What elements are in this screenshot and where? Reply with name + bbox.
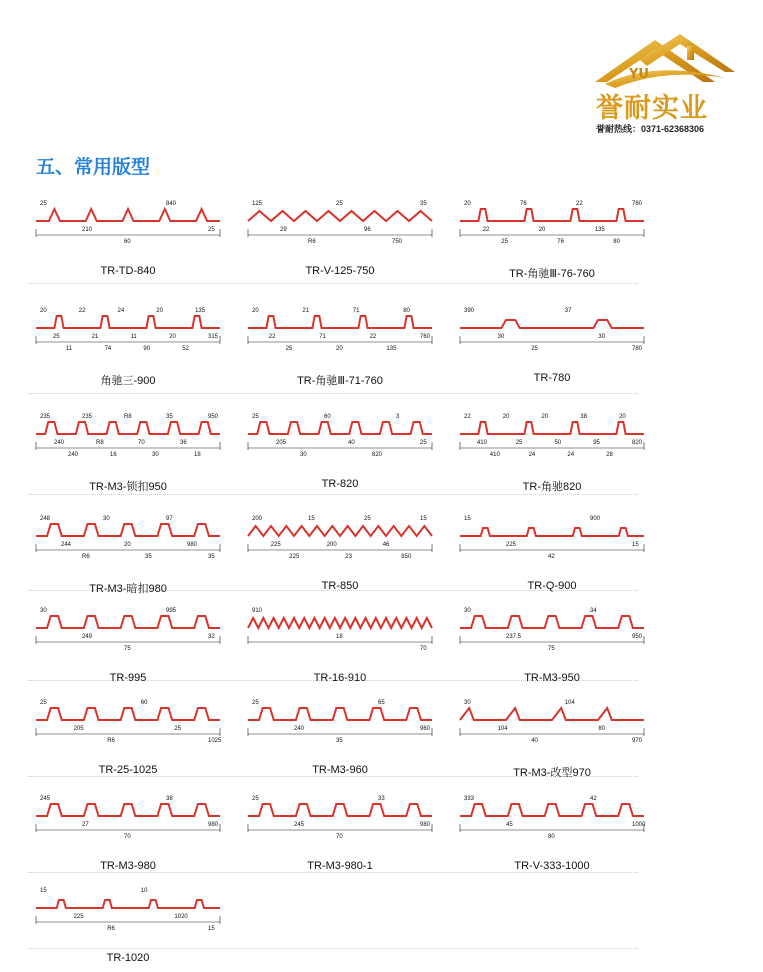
profile-outline <box>460 422 644 434</box>
dimension-line <box>36 636 220 644</box>
profile-drawing <box>452 694 652 764</box>
dimension-label: 15 <box>208 926 215 932</box>
profile-outline <box>36 422 220 434</box>
profile-panel <box>452 195 652 285</box>
profile-name: TR-M3-960 <box>312 764 368 776</box>
dimension-label: 42 <box>590 796 597 802</box>
dimension-label: 3 <box>396 414 400 420</box>
dimension-line <box>460 824 644 832</box>
dimension-label: 225 <box>506 542 517 548</box>
profile-name: TR-M3-锁扣950 <box>89 481 167 493</box>
dimension-label: 950 <box>208 414 219 420</box>
profile-panel <box>28 510 228 600</box>
dimension-label: 25 <box>531 346 538 352</box>
profile-outline <box>248 316 432 328</box>
profile-drawing <box>452 408 652 478</box>
dimension-label: 235 <box>82 414 93 420</box>
dimension-label: 22 <box>576 201 583 207</box>
dimension-label: 35 <box>420 201 427 207</box>
profile-panel <box>240 602 440 692</box>
dimension-label: 410 <box>489 452 500 458</box>
dimension-label: 30 <box>103 516 110 522</box>
dimension-label: 25 <box>515 440 523 446</box>
dimension-label: 225 <box>289 554 300 560</box>
dimension-label: 760 <box>632 201 643 207</box>
dimension-label: 750 <box>392 239 403 245</box>
profile-name: TR-角驰Ⅲ-76-760 <box>509 268 595 280</box>
dimension-label: 50 <box>554 440 562 446</box>
profile-outline <box>36 316 220 328</box>
dimension-label: 980 <box>208 822 219 828</box>
dimension-label: 38 <box>580 414 587 420</box>
dimension-label: 25 <box>174 726 182 732</box>
dimension-label: 20 <box>619 414 626 420</box>
dimension-label: 71 <box>352 308 360 314</box>
dimension-label: 52 <box>182 346 189 352</box>
dimension-line <box>248 336 432 344</box>
dimension-line <box>248 728 432 736</box>
dimension-label: 225 <box>73 914 84 920</box>
profile-drawing <box>452 510 652 580</box>
profile-outline <box>248 618 432 628</box>
profile-drawing <box>240 302 440 372</box>
profile-outline <box>36 900 220 908</box>
dimension-label: 245 <box>294 822 305 828</box>
dimension-label: 249 <box>82 634 93 640</box>
dimension-label: 24 <box>528 452 536 458</box>
dimension-label: 240 <box>68 452 79 458</box>
dimension-label: 20 <box>40 308 47 314</box>
dimension-label: 22 <box>369 334 377 340</box>
profile-name: 角驰三-900 <box>100 375 156 387</box>
profile-name: TR-25-1025 <box>98 764 158 776</box>
dimension-label: 30 <box>598 334 606 340</box>
profile-name: TR-M3-980-1 <box>307 860 373 872</box>
dimension-label: 20 <box>252 308 259 314</box>
dimension-label: 30 <box>300 452 307 458</box>
profile-outline <box>248 526 432 536</box>
dimension-label: 80 <box>403 308 410 314</box>
dimension-label: 70 <box>336 834 343 840</box>
profile-name: TR-M3-980 <box>100 860 156 872</box>
dimension-label: 210 <box>82 227 93 233</box>
profile-panel <box>452 302 652 392</box>
dimension-label: 22 <box>464 414 471 420</box>
dimension-label: 30 <box>497 334 505 340</box>
dimension-label: 74 <box>104 346 112 352</box>
dimension-label: 80 <box>548 834 555 840</box>
dimension-label: 18 <box>194 452 201 458</box>
profile-name: TR-780 <box>533 372 571 384</box>
dimension-label: 25 <box>208 227 215 233</box>
dimension-label: 20 <box>124 542 131 548</box>
dimension-label: 27 <box>82 822 89 828</box>
profile-name: TR-Q-900 <box>527 580 577 592</box>
profile-name: TR-TD-840 <box>100 265 156 277</box>
dimension-label: 90 <box>143 346 151 352</box>
dimension-label: 205 <box>73 726 84 732</box>
profile-outline <box>36 209 220 221</box>
dimension-label: 980 <box>187 542 198 548</box>
dimension-label: 135 <box>386 346 397 352</box>
dimension-label: 30 <box>464 608 471 614</box>
dimension-label: 1025 <box>208 738 222 744</box>
dimension-label: 40 <box>531 738 538 744</box>
dimension-label: 20 <box>541 414 549 420</box>
dimension-label: 75 <box>124 646 131 652</box>
dimension-label: 42 <box>548 554 555 560</box>
profile-drawing <box>452 195 652 265</box>
dimension-label: 25 <box>40 700 47 706</box>
dimension-label: 75 <box>548 646 555 652</box>
dimension-label: 95 <box>593 440 600 446</box>
profile-name: TR-V-125-750 <box>305 265 375 277</box>
profile-drawing <box>28 510 228 580</box>
dimension-label: 25 <box>501 239 508 245</box>
dimension-label: R6 <box>107 926 115 932</box>
dimension-label: 46 <box>382 542 390 548</box>
dimension-label: 850 <box>401 554 412 560</box>
dimension-label: 38 <box>166 796 173 802</box>
dimension-label: 18 <box>336 634 343 640</box>
section-title: 五、常用版型 <box>36 156 151 178</box>
profile-name: TR-角驰820 <box>522 481 582 493</box>
dimension-label: 237.5 <box>506 634 522 640</box>
profile-name: TR-M3-暗扣980 <box>89 583 167 595</box>
dimension-label: 33 <box>378 796 385 802</box>
profile-drawing <box>240 408 440 478</box>
profile-outline <box>248 708 432 720</box>
brand-name: 誉耐实业 <box>596 93 708 124</box>
dimension-label: 30 <box>152 452 159 458</box>
profile-drawing <box>452 602 652 672</box>
profile-panel <box>28 408 228 498</box>
profile-name: TR-M3-950 <box>524 672 580 684</box>
profile-name: TR-16-910 <box>313 672 367 684</box>
dimension-label: 15 <box>420 516 427 522</box>
dimension-label: 30 <box>464 700 471 706</box>
dimension-label: 24 <box>117 308 125 314</box>
profile-drawing <box>28 195 228 265</box>
dimension-label: 910 <box>252 608 263 614</box>
dimension-label: 820 <box>372 452 383 458</box>
dimension-label: 20 <box>169 334 176 340</box>
dimension-label: R6 <box>308 239 316 245</box>
profile-outline <box>36 804 220 816</box>
profile-drawing <box>28 408 228 478</box>
dimension-label: 410 <box>476 440 487 446</box>
dimension-line <box>460 636 644 644</box>
profile-outline <box>36 616 220 628</box>
dimension-label: 22 <box>268 334 276 340</box>
profile-panel <box>240 694 440 784</box>
dimension-label: 25 <box>420 440 427 446</box>
dimension-label: 37 <box>564 308 572 314</box>
dimension-label: 35 <box>336 738 343 744</box>
dimension-label: 76 <box>520 201 527 207</box>
dimension-line <box>36 824 220 832</box>
dimension-label: 28 <box>606 452 613 458</box>
profile-name: TR-850 <box>321 580 359 592</box>
profile-panel <box>452 694 652 784</box>
profile-outline <box>248 211 432 221</box>
dimension-label: 35 <box>208 554 215 560</box>
dimension-label: 35 <box>166 414 173 420</box>
dimension-label: 135 <box>195 308 206 314</box>
dimension-label: 40 <box>348 440 355 446</box>
dimension-label: 22 <box>78 308 86 314</box>
dimension-label: 35 <box>145 554 152 560</box>
dimension-label: 225 <box>270 542 281 548</box>
dimension-label: R8 <box>124 414 132 420</box>
dimension-label: 24 <box>567 452 575 458</box>
profile-panel <box>452 602 652 692</box>
profile-drawing <box>452 790 652 860</box>
dimension-label: 34 <box>590 608 597 614</box>
dimension-label: 11 <box>130 334 137 340</box>
dimension-label: 25 <box>252 414 259 420</box>
dimension-label: 200 <box>252 516 263 522</box>
dimension-label: 205 <box>276 440 287 446</box>
dimension-label: 76 <box>557 239 564 245</box>
dimension-line <box>248 229 432 237</box>
row-divider <box>28 393 638 394</box>
profile-panel <box>28 882 228 972</box>
dimension-label: 970 <box>632 738 643 744</box>
dimension-label: 22 <box>482 227 490 233</box>
dimension-label: 97 <box>166 516 173 522</box>
dimension-line <box>248 824 432 832</box>
profile-panel <box>452 790 652 880</box>
profile-panel <box>28 694 228 784</box>
profile-drawing <box>240 694 440 764</box>
dimension-label: 60 <box>324 414 331 420</box>
dimension-label: 15 <box>632 542 639 548</box>
dimension-label: 60 <box>124 239 131 245</box>
dimension-label: 248 <box>40 516 51 522</box>
dimension-label: 80 <box>598 726 606 732</box>
dimension-label: 80 <box>613 239 620 245</box>
dimension-label: 240 <box>54 440 65 446</box>
dimension-label: 25 <box>364 516 371 522</box>
dimension-line <box>460 544 644 552</box>
profile-outline <box>460 616 644 628</box>
dimension-label: 960 <box>420 726 431 732</box>
dimension-label: 25 <box>252 700 259 706</box>
dimension-label: 390 <box>464 308 475 314</box>
profile-outline <box>460 708 644 720</box>
profile-drawing <box>240 790 440 860</box>
dimension-label: 1000 <box>632 822 646 828</box>
dimension-line <box>36 336 220 344</box>
dimension-label: R6 <box>107 738 115 744</box>
dimension-label: 25 <box>252 796 259 802</box>
profile-outline <box>460 804 644 816</box>
dimension-label: 900 <box>590 516 601 522</box>
dimension-label: 780 <box>632 346 643 352</box>
profile-panel <box>240 408 440 498</box>
dimension-label: 20 <box>538 227 546 233</box>
dimension-label: 20 <box>156 308 163 314</box>
hotline-text: 誉耐热线：0371-62368306 <box>596 124 705 134</box>
dimension-label: 21 <box>91 334 99 340</box>
dimension-label: 1020 <box>174 914 188 920</box>
profile-panel <box>452 510 652 600</box>
profile-outline <box>460 209 644 221</box>
dimension-label: 333 <box>464 796 475 802</box>
dimension-label: 25 <box>336 201 343 207</box>
profile-drawing <box>28 602 228 672</box>
dimension-label: 25 <box>52 334 60 340</box>
dimension-line <box>460 336 644 344</box>
profile-outline <box>460 320 644 328</box>
dimension-label: 96 <box>364 227 371 233</box>
profile-drawing <box>28 302 228 372</box>
profile-drawing <box>28 790 228 860</box>
profile-name: TR-1020 <box>106 952 150 964</box>
dimension-label: 45 <box>506 822 513 828</box>
profile-panel <box>240 510 440 600</box>
dimension-label: 21 <box>302 308 310 314</box>
dimension-label: 16 <box>110 452 117 458</box>
dimension-label: 950 <box>632 634 643 640</box>
profile-panel <box>28 195 228 285</box>
dimension-line <box>36 916 220 924</box>
dimension-label: R8 <box>96 440 104 446</box>
dimension-line <box>460 442 644 450</box>
profile-panel <box>452 408 652 498</box>
profile-panel <box>28 302 228 392</box>
dimension-label: 70 <box>420 646 427 652</box>
dimension-label: 235 <box>40 414 51 420</box>
dimension-label: 200 <box>326 542 337 548</box>
dimension-label: 70 <box>138 440 145 446</box>
dimension-line <box>36 728 220 736</box>
dimension-label: 820 <box>632 440 643 446</box>
dimension-label: 15 <box>308 516 315 522</box>
dimension-label: 65 <box>378 700 385 706</box>
profile-name: TR-820 <box>321 478 359 490</box>
dimension-line <box>36 229 220 237</box>
profile-outline <box>460 528 644 536</box>
profile-outline <box>36 708 220 720</box>
profile-outline <box>248 804 432 816</box>
dimension-label: 20 <box>502 414 510 420</box>
dimension-label: 315 <box>208 334 219 340</box>
profile-panel <box>28 602 228 692</box>
dimension-label: 20 <box>336 346 343 352</box>
dimension-label: 25 <box>40 201 47 207</box>
dimension-line <box>460 728 644 736</box>
profile-drawing <box>28 694 228 764</box>
dimension-label: 23 <box>345 554 352 560</box>
dimension-label: 20 <box>464 201 471 207</box>
dimension-label: 70 <box>124 834 131 840</box>
dimension-label: 980 <box>420 822 431 828</box>
profile-name: TR-V-333-1000 <box>514 860 590 872</box>
profile-name: TR-995 <box>109 672 147 684</box>
profile-drawing <box>240 510 440 580</box>
dimension-label: 104 <box>564 700 575 706</box>
profile-outline <box>36 524 220 536</box>
dimension-label: 15 <box>40 888 47 894</box>
dimension-label: 135 <box>594 227 605 233</box>
dimension-label: 36 <box>180 440 187 446</box>
dimension-label: 10 <box>140 888 148 894</box>
profile-drawing <box>240 602 440 672</box>
profile-panel <box>240 790 440 880</box>
dimension-label: 995 <box>166 608 177 614</box>
dimension-label: 29 <box>280 227 287 233</box>
profile-panel <box>240 195 440 285</box>
dimension-label: 240 <box>294 726 305 732</box>
dimension-label: 25 <box>285 346 293 352</box>
dimension-label: 760 <box>420 334 431 340</box>
profile-panel <box>240 302 440 392</box>
dimension-label: R6 <box>82 554 90 560</box>
dimension-label: 30 <box>40 608 47 614</box>
profile-drawing <box>240 195 440 265</box>
profile-drawing <box>452 302 652 372</box>
dimension-label: 71 <box>319 334 326 340</box>
profile-name: TR-M3-改型970 <box>513 767 591 779</box>
dimension-label: 840 <box>166 201 177 207</box>
dimension-label: 244 <box>61 542 72 548</box>
dimension-label: 15 <box>464 516 471 522</box>
logo-letters: YU <box>629 67 649 82</box>
dimension-label: 11 <box>65 346 73 352</box>
profile-outline <box>248 422 432 434</box>
dimension-label: 125 <box>252 201 263 207</box>
dimension-label: 104 <box>497 726 508 732</box>
dimension-label: 245 <box>40 796 51 802</box>
profile-panel <box>28 790 228 880</box>
dimension-label: 32 <box>208 634 215 640</box>
profile-name: TR-角驰Ⅲ-71-760 <box>297 375 383 387</box>
profile-drawing <box>28 882 228 952</box>
dimension-label: 60 <box>140 700 148 706</box>
